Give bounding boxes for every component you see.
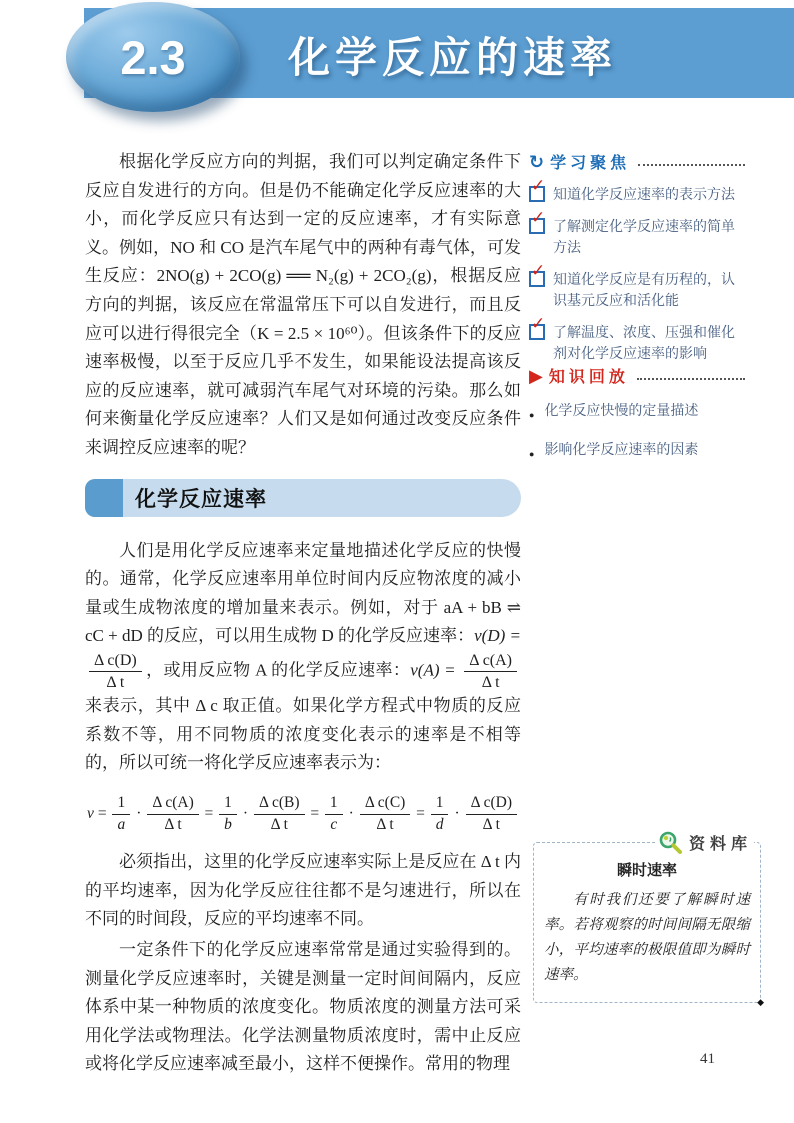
coef-den: d bbox=[435, 815, 444, 833]
rate-def-text-pre: 人们是用化学反应速率来定量地描述化学反应的快慢的。通常，化学反应速率用单位时间内反应物浓度的减小量或生成物浓度的增加量来表示。例如，对于 aA + bB ⇌ cC + dD 的反应，可以用生成物 D 的化学反应速率： bbox=[85, 540, 521, 646]
measurement-paragraph: 一定条件下的化学反应速率常常是通过实验得到的。测量化学反应速率时，关键是测量一定时间间隔内，反应体系中某一种物质的浓度变化。物质浓度的测量方法可采用化学法或物理法。化学法测量物质浓度时，需中止反应或将化学反应速率减至最小，这样不便操作。常用的物理 bbox=[85, 940, 521, 1074]
checked-checkbox-icon bbox=[529, 176, 546, 202]
main-column bbox=[85, 148, 521, 1081]
formula-term-C bbox=[323, 794, 412, 834]
review-item-label: 化学反应快慢的定量描述 bbox=[544, 402, 699, 418]
section-heading bbox=[85, 479, 521, 517]
formula-term-D bbox=[429, 794, 519, 834]
focus-item bbox=[529, 261, 745, 311]
review-item bbox=[529, 439, 745, 465]
delta-den: Δ t bbox=[164, 815, 182, 833]
equals-sign: = bbox=[204, 804, 214, 822]
learning-focus-box bbox=[529, 150, 745, 364]
delta-fraction-B bbox=[254, 794, 305, 834]
fraction-vA bbox=[464, 651, 517, 692]
intro-paragraph: 根据化学反应方向的判据，我们可以判定确定条件下反应自发进行的方向。但是仍不能确定化学反应速率的大小，而化学反应只有达到一定的反应速率，才有实际意义。例如，NO 和 CO 是汽车尾气中的两种有毒气体，可发生反应：2NO(g) + 2CO(g) ══ N₂(g) + 2CO₂(g)，根据反应方向的判据，该反应在常温常压下可以自发进行，而且反应可以进行得很完全（K = 2.5 × 10⁶⁰）。但该条件下的反应速率极慢，以至于反应几乎不发生，如果能设法提高该反应的反应速率，就可减弱汽车尾气对环境的污染。那么如何来衡量化学反应速率？人们又是如何通过改变反应条件来调控反应速率的呢？ bbox=[85, 152, 521, 457]
focus-item bbox=[529, 208, 745, 258]
delta-num: Δ c(A) bbox=[147, 794, 198, 815]
focus-item-label: 了解测定化学反应速率的简单方法 bbox=[553, 218, 735, 255]
delta-num: Δ c(D) bbox=[466, 794, 517, 815]
review-item-label: 影响化学反应速率的因素 bbox=[544, 441, 699, 457]
coefficient-fraction-a bbox=[112, 794, 130, 834]
formula-term-A bbox=[110, 794, 200, 834]
coef-num: 1 bbox=[219, 794, 237, 815]
knowledge-review-title: 知识回放 bbox=[548, 369, 629, 386]
delta-den: Δ t bbox=[270, 815, 288, 833]
learning-focus-header bbox=[529, 150, 745, 173]
dot-operator: · bbox=[348, 804, 354, 822]
coef-num: 1 bbox=[431, 794, 449, 815]
checkmark-icon: ✓ bbox=[531, 261, 546, 281]
fraction-vD-denominator: Δ t bbox=[106, 674, 125, 692]
average-rate-paragraph: 必须指出，这里的化学反应速率实际上是反应在 Δ t 内的平均速率，因为化学反应往往都不是匀速进行，所以在不同的时间段，反应的平均速率不同。 bbox=[85, 852, 521, 929]
fraction-vD-numerator: Δ c(D) bbox=[89, 651, 142, 672]
section-number-badge bbox=[66, 2, 240, 112]
corner-dot-icon: ◆ bbox=[757, 997, 764, 1007]
data-library-card bbox=[533, 836, 764, 1007]
checkmark-icon: ✓ bbox=[531, 314, 546, 334]
delta-num: Δ c(B) bbox=[254, 794, 305, 815]
cycle-arrow-icon: ↻ bbox=[529, 151, 545, 172]
focus-item-label: 知道化学反应是有历程的，认识基元反应和活化能 bbox=[553, 271, 735, 308]
bullet-icon: ● bbox=[529, 410, 535, 420]
section-heading-label: 化学反应速率 bbox=[135, 487, 267, 511]
dot-operator: · bbox=[136, 804, 142, 822]
coefficient-fraction-b bbox=[219, 794, 237, 834]
focus-item-label: 知道化学反应速率的表示方法 bbox=[553, 186, 735, 202]
equals-sign: = bbox=[310, 804, 320, 822]
learning-focus-title: 学习聚焦 bbox=[550, 155, 631, 172]
formula-lhs: v bbox=[87, 804, 94, 822]
focus-item bbox=[529, 314, 745, 364]
dotted-leader bbox=[637, 368, 745, 380]
page-number: 41 bbox=[700, 1051, 715, 1067]
chapter-title: 化学反应的速率 bbox=[288, 34, 618, 81]
dot-operator: · bbox=[242, 804, 249, 822]
knowledge-review-header bbox=[529, 364, 745, 387]
delta-den: Δ t bbox=[482, 815, 500, 833]
dotted-leader bbox=[638, 154, 745, 166]
fraction-vA-denominator: Δ t bbox=[481, 674, 500, 692]
library-card-title: 瞬时速率 bbox=[616, 862, 677, 879]
checkmark-icon: ✓ bbox=[531, 208, 546, 228]
section-number: 2.3 bbox=[120, 30, 186, 84]
data-library-label: 资料库 bbox=[688, 836, 752, 853]
triangle-play-icon: ▶ bbox=[529, 365, 543, 386]
library-card-body: 有时我们还要了解瞬时速率。若将观察的时间间隔无限缩小，平均速率的极限值即为瞬时速率。 bbox=[544, 892, 750, 983]
rate-definition-paragraph bbox=[85, 537, 521, 779]
coefficient-fraction-d bbox=[431, 794, 449, 834]
coef-den: b bbox=[224, 815, 232, 833]
knowledge-review-box bbox=[529, 364, 745, 465]
rate-symbol-vD: v(D) = bbox=[474, 626, 521, 646]
coef-num: 1 bbox=[112, 794, 130, 815]
review-item bbox=[529, 400, 745, 426]
equals-sign: = bbox=[416, 804, 425, 822]
delta-den: Δ t bbox=[376, 815, 394, 833]
checkmark-icon: ✓ bbox=[531, 176, 546, 196]
dot-operator: · bbox=[454, 804, 460, 822]
coef-num: 1 bbox=[325, 794, 343, 815]
rate-def-text-mid: ，或用反应物 A 的化学反应速率： bbox=[145, 660, 411, 680]
delta-fraction-A bbox=[147, 794, 198, 834]
rate-symbol-vA: v(A) = bbox=[410, 660, 461, 680]
formula-lhs-group bbox=[87, 805, 108, 824]
data-library-tag bbox=[655, 830, 754, 855]
checked-checkbox-icon bbox=[529, 314, 546, 340]
checked-checkbox-icon bbox=[529, 208, 546, 234]
rate-def-text-tail: 来表示，其中 Δ c 取正值。如果化学方程式中物质的反应系数不等，用不同物质的浓度变化表示的速率是不相等的，所以可统一将化学反应速率表示为： bbox=[85, 696, 521, 773]
section-heading-tab bbox=[85, 479, 123, 517]
magnifier-icon bbox=[657, 830, 685, 855]
delta-fraction-C bbox=[360, 794, 411, 834]
coefficient-fraction-c bbox=[325, 794, 343, 834]
focus-item-label: 了解温度、浓度、压强和催化剂对化学反应速率的影响 bbox=[553, 324, 735, 361]
fraction-vD bbox=[89, 651, 142, 692]
formula-term-B bbox=[217, 794, 306, 834]
delta-fraction-D bbox=[466, 794, 517, 834]
focus-item bbox=[529, 176, 745, 205]
coef-den: a bbox=[117, 815, 126, 833]
bullet-icon: ● bbox=[529, 449, 535, 459]
coef-den: c bbox=[330, 815, 338, 833]
delta-num: Δ c(C) bbox=[360, 794, 411, 815]
unified-rate-formula bbox=[87, 794, 519, 834]
equals-sign: = bbox=[97, 804, 107, 822]
checked-checkbox-icon bbox=[529, 261, 546, 287]
fraction-vA-numerator: Δ c(A) bbox=[464, 651, 517, 672]
